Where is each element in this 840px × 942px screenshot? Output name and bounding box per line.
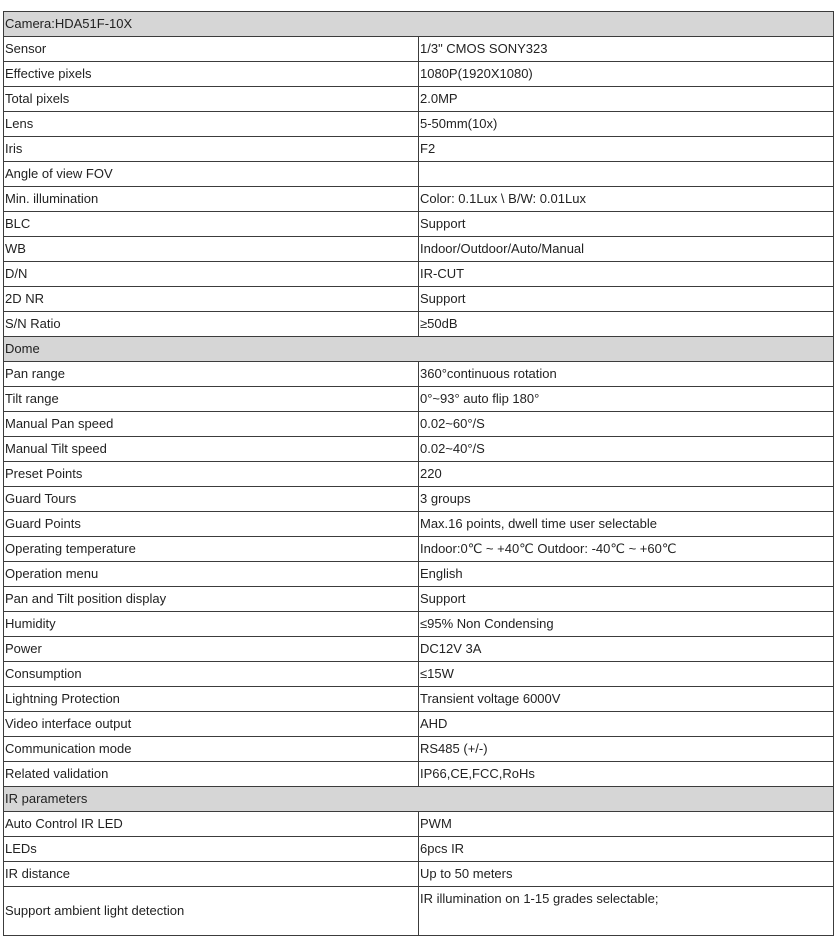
spec-row [4, 662, 834, 687]
spec-label: Effective pixels [4, 62, 419, 87]
section-header-row [4, 787, 834, 812]
spec-label: Total pixels [4, 87, 419, 112]
spec-row [4, 762, 834, 787]
spec-row [4, 62, 834, 87]
spec-label: Related validation [4, 762, 419, 787]
spec-label: Lightning Protection [4, 687, 419, 712]
spec-row [4, 212, 834, 237]
spec-row [4, 712, 834, 737]
spec-label: Power [4, 637, 419, 662]
spec-label: Operating temperature [4, 537, 419, 562]
spec-row [4, 487, 834, 512]
spec-label: Lens [4, 112, 419, 137]
spec-label: Pan range [4, 362, 419, 387]
spec-label: Angle of view FOV [4, 162, 419, 187]
spec-value: IR-CUT [419, 262, 834, 287]
spec-label: Guard Tours [4, 487, 419, 512]
spec-label: Communication mode [4, 737, 419, 762]
spec-label: IR distance [4, 862, 419, 887]
spec-label: Sensor [4, 37, 419, 62]
spec-row [4, 262, 834, 287]
section-title: IR parameters [4, 787, 834, 812]
spec-row [4, 237, 834, 262]
spec-value: 0.02~40°/S [419, 437, 834, 462]
spec-label: Manual Pan speed [4, 412, 419, 437]
spec-row [4, 362, 834, 387]
spec-row [4, 462, 834, 487]
spec-row [4, 137, 834, 162]
spec-row [4, 687, 834, 712]
spec-value [419, 162, 834, 187]
spec-value: 3 groups [419, 487, 834, 512]
spec-row [4, 537, 834, 562]
spec-label: Min. illumination [4, 187, 419, 212]
spec-row [4, 162, 834, 187]
spec-row [4, 287, 834, 312]
spec-row [4, 837, 834, 862]
spec-label: Operation menu [4, 562, 419, 587]
spec-value: 0.02~60°/S [419, 412, 834, 437]
spec-row [4, 862, 834, 887]
spec-label: Iris [4, 137, 419, 162]
spec-label: Humidity [4, 612, 419, 637]
spec-value: 220 [419, 462, 834, 487]
section-title: Camera:HDA51F-10X [4, 12, 834, 37]
spec-value: Support [419, 287, 834, 312]
section-title: Dome [4, 337, 834, 362]
spec-value: 0°~93° auto flip 180° [419, 387, 834, 412]
spec-table [3, 11, 834, 936]
spec-label: WB [4, 237, 419, 262]
spec-value: Transient voltage 6000V [419, 687, 834, 712]
spec-row [4, 387, 834, 412]
spec-label: Consumption [4, 662, 419, 687]
spec-label: Support ambient light detection [4, 887, 419, 936]
spec-value: English [419, 562, 834, 587]
spec-row [4, 312, 834, 337]
spec-value: 6pcs IR [419, 837, 834, 862]
spec-label: D/N [4, 262, 419, 287]
spec-row [4, 187, 834, 212]
spec-label: Pan and Tilt position display [4, 587, 419, 612]
spec-value: 2.0MP [419, 87, 834, 112]
spec-row [4, 412, 834, 437]
spec-value: RS485 (+/-) [419, 737, 834, 762]
spec-label: Manual Tilt speed [4, 437, 419, 462]
spec-label: Tilt range [4, 387, 419, 412]
spec-value: Support [419, 212, 834, 237]
spec-value: Indoor:0℃ ~ +40℃ Outdoor: -40℃ ~ +60℃ [419, 537, 834, 562]
spec-value: ≤15W [419, 662, 834, 687]
spec-label: Auto Control IR LED [4, 812, 419, 837]
spec-label: 2D NR [4, 287, 419, 312]
spec-value: 1/3" CMOS SONY323 [419, 37, 834, 62]
spec-label: Preset Points [4, 462, 419, 487]
spec-row [4, 112, 834, 137]
spec-value: 5-50mm(10x) [419, 112, 834, 137]
spec-value: DC12V 3A [419, 637, 834, 662]
section-header-row [4, 12, 834, 37]
section-header-row [4, 337, 834, 362]
spec-row [4, 37, 834, 62]
spec-row [4, 512, 834, 537]
spec-table-body [4, 12, 834, 936]
spec-value: F2 [419, 137, 834, 162]
spec-value: ≤95% Non Condensing [419, 612, 834, 637]
spec-row [4, 812, 834, 837]
spec-value: PWM [419, 812, 834, 837]
spec-row [4, 637, 834, 662]
spec-row [4, 87, 834, 112]
spec-row [4, 612, 834, 637]
spec-value: IR illumination on 1-15 grades selectable; [419, 887, 834, 936]
spec-row [4, 887, 834, 936]
spec-value: 1080P(1920X1080) [419, 62, 834, 87]
spec-label: LEDs [4, 837, 419, 862]
spec-value: ≥50dB [419, 312, 834, 337]
spec-value: Color: 0.1Lux \ B/W: 0.01Lux [419, 187, 834, 212]
spec-value: Up to 50 meters [419, 862, 834, 887]
spec-value: 360°continuous rotation [419, 362, 834, 387]
spec-row [4, 437, 834, 462]
spec-label: BLC [4, 212, 419, 237]
spec-row [4, 587, 834, 612]
spec-row [4, 562, 834, 587]
spec-value: AHD [419, 712, 834, 737]
spec-row [4, 737, 834, 762]
spec-value: Support [419, 587, 834, 612]
spec-value: Indoor/Outdoor/Auto/Manual [419, 237, 834, 262]
spec-value: Max.16 points, dwell time user selectable [419, 512, 834, 537]
spec-label: Guard Points [4, 512, 419, 537]
spec-label: S/N Ratio [4, 312, 419, 337]
spec-label: Video interface output [4, 712, 419, 737]
spec-value: IP66,CE,FCC,RoHs [419, 762, 834, 787]
